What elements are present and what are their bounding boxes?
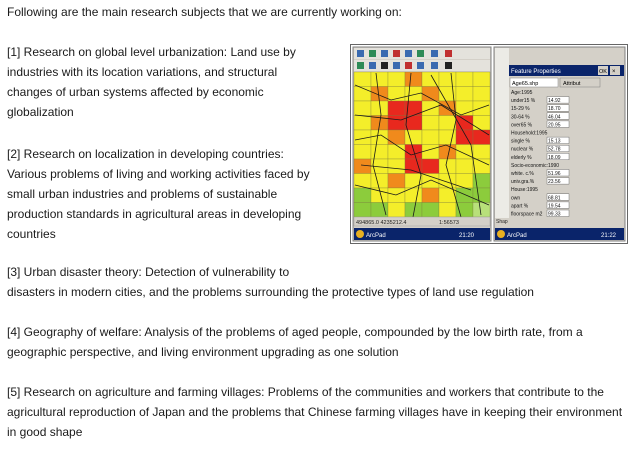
map-cell — [388, 159, 405, 174]
map-cell — [388, 145, 405, 160]
map-cell — [456, 72, 473, 87]
map-cell — [388, 203, 405, 218]
map-cell — [473, 101, 490, 116]
research-item-1 — [7, 42, 327, 122]
map-cell — [473, 145, 490, 160]
attr-value: 19.54 — [548, 203, 561, 210]
map-cell — [354, 101, 371, 116]
map-cell — [388, 130, 405, 145]
map-cell — [456, 159, 473, 174]
map-cell — [371, 87, 388, 102]
left-start-label: ArcPad — [366, 233, 386, 239]
attr-label: floorspace m2 — [511, 211, 543, 218]
map-cell — [405, 159, 422, 174]
map-cell — [371, 174, 388, 189]
map-cell — [473, 116, 490, 131]
r4-line: [4] Geography of welfare: Analysis of the problems of aged people, compounded by the low birth rate, from a — [7, 325, 583, 339]
r1-line: changes of urban systems affected by economic — [7, 85, 264, 99]
map-cell — [439, 174, 456, 189]
map-cell — [422, 174, 439, 189]
right-clock: 21:22 — [601, 233, 617, 239]
map-cell — [422, 188, 439, 203]
r1-line: industries with its location variations, and structural — [7, 65, 278, 79]
research-item-3 — [7, 262, 627, 302]
intro-text: Following are the main research subjects that we are currently working on: — [7, 5, 402, 19]
attr-label: white. c.% — [511, 171, 534, 177]
map-cell — [354, 203, 371, 218]
attr-value: 99.33 — [548, 211, 561, 218]
dialog-title: Feature Properties — [511, 69, 561, 75]
map-cell — [422, 130, 439, 145]
map-cell — [388, 174, 405, 189]
r4-line: geographic perspective, and living environment upgrading as one solution — [7, 345, 399, 359]
research-item-4 — [7, 322, 632, 362]
map-cell — [388, 116, 405, 131]
map-cell — [473, 188, 490, 203]
attr-value: 18.70 — [548, 106, 561, 113]
start-icon — [497, 230, 505, 238]
right-screen — [494, 47, 625, 241]
attr-tab: Attribut — [563, 81, 581, 87]
map-cell — [354, 116, 371, 131]
map-cell — [354, 174, 371, 189]
r5-line: agricultural reproduction of Japan and the problems that Chinese farming villages have in keeping their environment — [7, 405, 623, 419]
map-cell — [439, 203, 456, 218]
map-cell — [422, 101, 439, 116]
map-cell — [354, 159, 371, 174]
attr-value: 52.78 — [548, 146, 561, 153]
left-screen — [353, 47, 491, 241]
map-cell — [422, 116, 439, 131]
attr-label: 30-64 % — [511, 114, 530, 121]
attr-value: 15.13 — [548, 138, 561, 145]
start-icon — [356, 230, 364, 238]
arcpad-screenshot — [350, 44, 628, 244]
attr-label: Age:1995 — [511, 90, 533, 96]
map-cell — [354, 188, 371, 203]
map-cell — [456, 130, 473, 145]
r3-line: disasters in modern cities, and the problems surrounding the protective types of land use regulation — [7, 285, 534, 299]
attr-value: 20.95 — [548, 122, 561, 129]
map-cell — [371, 72, 388, 87]
ok-button: OK — [599, 69, 607, 75]
attr-value: 51.96 — [548, 171, 561, 177]
r2-line: small urban industries and problems of sustainable — [7, 187, 278, 201]
map-cell — [388, 101, 405, 116]
close-icon: × — [612, 69, 616, 75]
left-clock: 21:20 — [459, 233, 475, 239]
map-cell — [371, 130, 388, 145]
r3-line: [3] Urban disaster theory: Detection of vulnerability to — [7, 265, 290, 279]
shape-tab: Shap — [496, 219, 508, 225]
map-cell — [371, 203, 388, 218]
map-cell — [473, 87, 490, 102]
attr-label: apart % — [511, 203, 529, 210]
map-cell — [422, 145, 439, 160]
r2-line: Various problems of living and working activities faced by — [7, 167, 310, 181]
attr-label: Household:1995 — [511, 130, 548, 137]
research-item-2 — [7, 144, 327, 244]
map-cell — [422, 203, 439, 218]
map-cell — [405, 72, 422, 87]
attr-value: 68.81 — [548, 195, 561, 202]
r1-line: globalization — [7, 105, 74, 119]
attr-label: House:1995 — [511, 187, 538, 194]
attr-value: 23.56 — [548, 179, 561, 186]
attr-value: 14.92 — [548, 98, 561, 105]
attr-label: nuclear % — [511, 146, 534, 153]
map-cell — [473, 130, 490, 145]
map-cell — [354, 72, 371, 87]
r2-line: production standards in agricultural areas in developing — [7, 207, 302, 221]
attr-label: over65 % — [511, 122, 533, 129]
attr-label: univ.gra.% — [511, 179, 535, 186]
map-cell — [439, 116, 456, 131]
attr-label: Socio-economic:1990 — [511, 162, 560, 169]
map-cell — [422, 87, 439, 102]
attr-value: 46.04 — [548, 114, 561, 121]
r5-line: in good shape — [7, 425, 83, 439]
file-tab: Age65.shp — [512, 81, 539, 87]
map-cell — [388, 72, 405, 87]
map-cell — [456, 145, 473, 160]
scale-readout: 1:56573 — [439, 220, 459, 226]
map-cell — [405, 145, 422, 160]
map-cell — [354, 145, 371, 160]
attr-label: single % — [511, 138, 530, 145]
map-cell — [473, 72, 490, 87]
map-cell — [354, 87, 371, 102]
r1-line: [1] Research on global level urbanization: Land use by — [7, 45, 296, 59]
research-item-5 — [7, 382, 632, 442]
attr-label: own — [511, 195, 521, 202]
r5-line: [5] Research on agriculture and farming villages: Problems of the communities and workers that contribute to the — [7, 385, 604, 399]
map-cell — [405, 130, 422, 145]
attr-label: elderly % — [511, 154, 532, 161]
r2-line: [2] Research on localization in developing countries: — [7, 147, 284, 161]
map-cell — [422, 159, 439, 174]
map-cell — [456, 87, 473, 102]
coords-readout: 494865.0 4235212.4 — [356, 220, 407, 226]
map-cell — [388, 188, 405, 203]
right-start-label: ArcPad — [507, 233, 527, 239]
map-cell — [405, 174, 422, 189]
r2-line: countries — [7, 227, 56, 241]
attr-label: 15-29 % — [511, 106, 530, 113]
attr-label: under15 % — [511, 98, 536, 105]
attr-value: 18.09 — [548, 154, 561, 161]
map-cell — [371, 145, 388, 160]
map-cell — [439, 72, 456, 87]
